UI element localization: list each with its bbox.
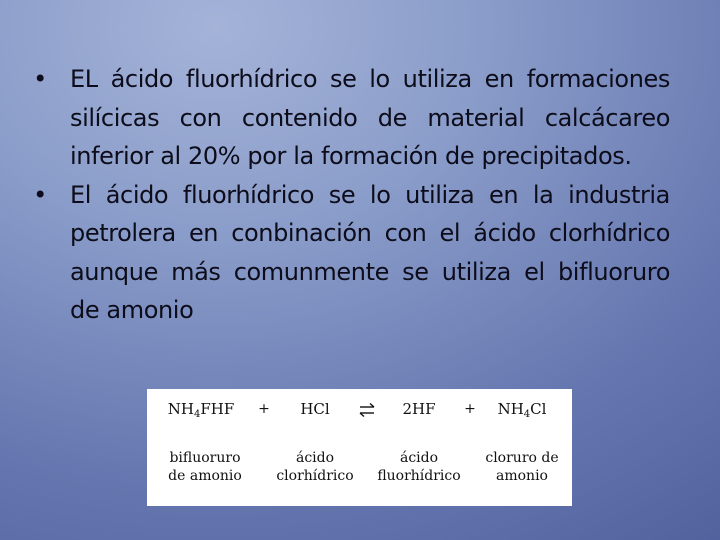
- name-bifluoruro-de-amonio: bifluoruro de amonio: [168, 450, 242, 484]
- plus-sign: +: [464, 401, 476, 417]
- formula-2hf: 2HF: [402, 400, 436, 418]
- bullet-dot-icon: •: [33, 180, 47, 209]
- formula-hcl: HCl: [300, 400, 330, 418]
- name-cloruro-de-amonio: cloruro de amonio: [485, 450, 559, 484]
- bullet-item: [28, 176, 670, 330]
- bullet-dot-icon: •: [33, 65, 47, 93]
- bullet-item: [28, 60, 670, 176]
- plus-sign: +: [258, 401, 270, 417]
- name-acido-clorhidrico: ácido clorhídrico: [276, 450, 354, 484]
- bullet-list: [28, 60, 670, 330]
- chemical-reaction-image: [147, 389, 572, 506]
- formula-nh4cl: $NH_4Cl$: [497, 400, 547, 420]
- name-acido-fluorhidrico: ácido fluorhídrico: [377, 450, 461, 484]
- formula-nh4fhf: $NH_4FHF$: [167, 400, 235, 420]
- bullet-text: El ácido fluorhídrico se lo utiliza en la industria petrolera en conbinación con el ácido clorhídrico aunque más comunmente se utiliza el bifluoruro de amonio: [70, 180, 670, 324]
- equilibrium-arrows-icon: [359, 402, 375, 418]
- bullet-text: EL ácido fluorhídrico se lo utiliza en formaciones silícicas con contenido de material calcácareo inferior al 20% por la formación de precipitados.: [70, 65, 670, 170]
